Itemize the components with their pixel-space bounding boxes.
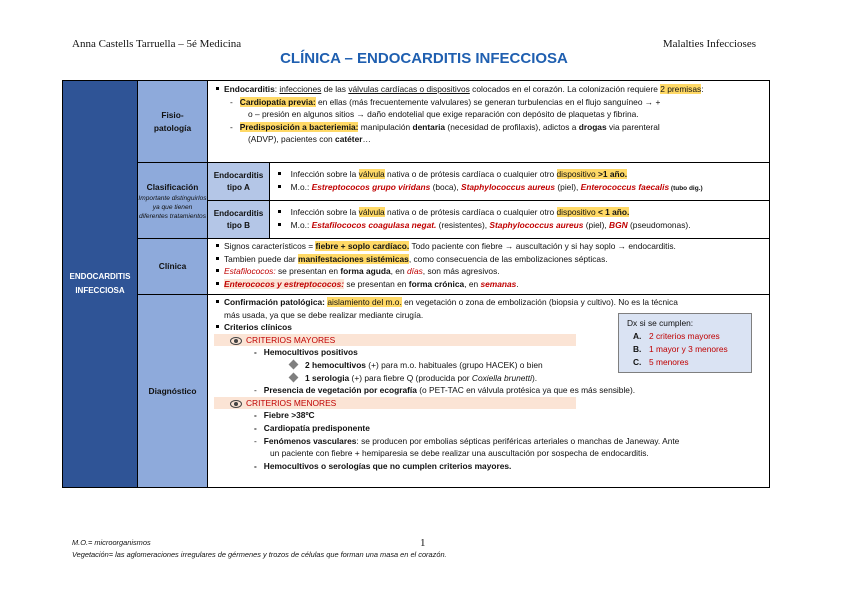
summary-table	[62, 80, 770, 488]
eye-icon	[230, 400, 242, 408]
main-label: ENDOCARDITIS INFECCIOSA	[63, 81, 137, 487]
header-author: Anna Castells Tarruella – 5é Medicina	[72, 38, 242, 50]
diag-content: Confirmación patológica: aislamiento del m.o. en vegetación o zona de embolización (biopsia y cultivo). No es la técnica más usada, ya que se debe realizar mediante cirugía. Criterios clínicos CRITERIOS MAYORES - Hemocultivos positivos 2 hemocultivos (+) para m.o. habituales (grupo HACEK) o bien 1 serologia (+) para fiebre Q (producida por Coxiella brunetti). - Presencia de vegetación por ecografía (o PET-TAC en válvula protésica ya que es más sensible). CRITERIOS MENORES - Fiebre >38ºC - Cardiopatía predisponente - Fenómenos vasculares: se producen por embolias sépticas periféricas arteriales o manchas de Janeway. Ante un paciente con fiebre + hemiparesia se debe realizar una auscultación por sospecha de endocarditis. - Hemocultivos o serologías que no cumplen criterios mayores.	[207, 295, 769, 487]
tipo-a-content: Infección sobre la válvula nativa o de prótesis cardíaca o cualquier otro dispositivo >1 año. M.o.: Estreptococos grupo viridans (boca), Staphylococcus aureus (piel), Enterococcus faecalis (tubo dig.)	[269, 163, 769, 201]
criterios-menores: CRITERIOS MENORES	[214, 397, 576, 410]
eye-icon	[230, 337, 242, 345]
footnote-vegetacion: Vegetación= las aglomeraciones irregulares de gérmenes y trozos de células que forman una masa en el corazón.	[72, 550, 447, 559]
criterios-mayores: CRITERIOS MAYORES	[214, 334, 576, 347]
page-title: CLÍNICA – ENDOCARDITIS INFECCIOSA	[280, 50, 568, 67]
fisio-line-2: - Cardiopatía previa: en ellas (más frecuentemente valvulares) se generan turbulencias en el flujo sanguíneo → +	[230, 96, 661, 107]
page-number: 1	[420, 537, 426, 549]
dx-criteria-box: Dx si se cumplen: A. 2 criterios mayores B. 1 mayor y 3 menores C. 5 menores	[618, 313, 752, 373]
clinica-label: Clínica	[137, 239, 207, 295]
fisio-line-1: Endocarditis: infecciones de las válvulas cardíacas o dispositivos colocados en el corazón. La colonización requiere 2 premisas:	[214, 83, 763, 96]
fisio-label: Fisio-patología	[137, 81, 207, 163]
diamond-bullet-icon	[289, 360, 299, 370]
fisio-line-3: o – presión en algunos sitios → daño endotelial que exige reparación con depósito de plaquetas y fibrina.	[248, 109, 639, 120]
tipo-b-label: Endocarditis tipo B	[207, 201, 269, 239]
fisio-content	[207, 81, 769, 163]
fisio-line-4: - Predisposición a bacteriemia: manipulación dentaria (necesidad de profilaxis), adictos a drogas via parenteral	[230, 121, 660, 132]
clasif-label: Clasificación Importante distinguirlos ya que tienen diferentes tratamientos	[137, 163, 207, 239]
diamond-bullet-icon	[289, 372, 299, 382]
fisio-line-5: (ADVP), pacientes con catéter…	[248, 134, 371, 145]
clinica-content: Signos característicos = fiebre + soplo cardíaco. Todo paciente con fiebre → auscultación y si hay soplo → endocarditis. Tambien puede dar manifestaciones sistémicas, como consecuencia de las embolizaciones sépticas. Estafilococos: se presentan en forma aguda, en días, son más agresivos. Enterococos y estreptococos: se presentan en forma crónica, en semanas.	[207, 239, 769, 295]
diag-label: Diagnóstico	[137, 295, 207, 487]
tipo-a-label: Endocarditis tipo A	[207, 163, 269, 201]
header-subject: Malalties Infeccioses	[662, 38, 756, 50]
tipo-b-content: Infección sobre la válvula nativa o de prótesis cardíaca o cualquier otro dispositivo < 1 año. M.o.: Estafilococos coagulasa negat. (resistentes), Staphylococcus aureus (piel), BGN (pseudomonas).	[269, 201, 769, 239]
footnote-mo: M.O.= microorganismos	[72, 538, 151, 547]
